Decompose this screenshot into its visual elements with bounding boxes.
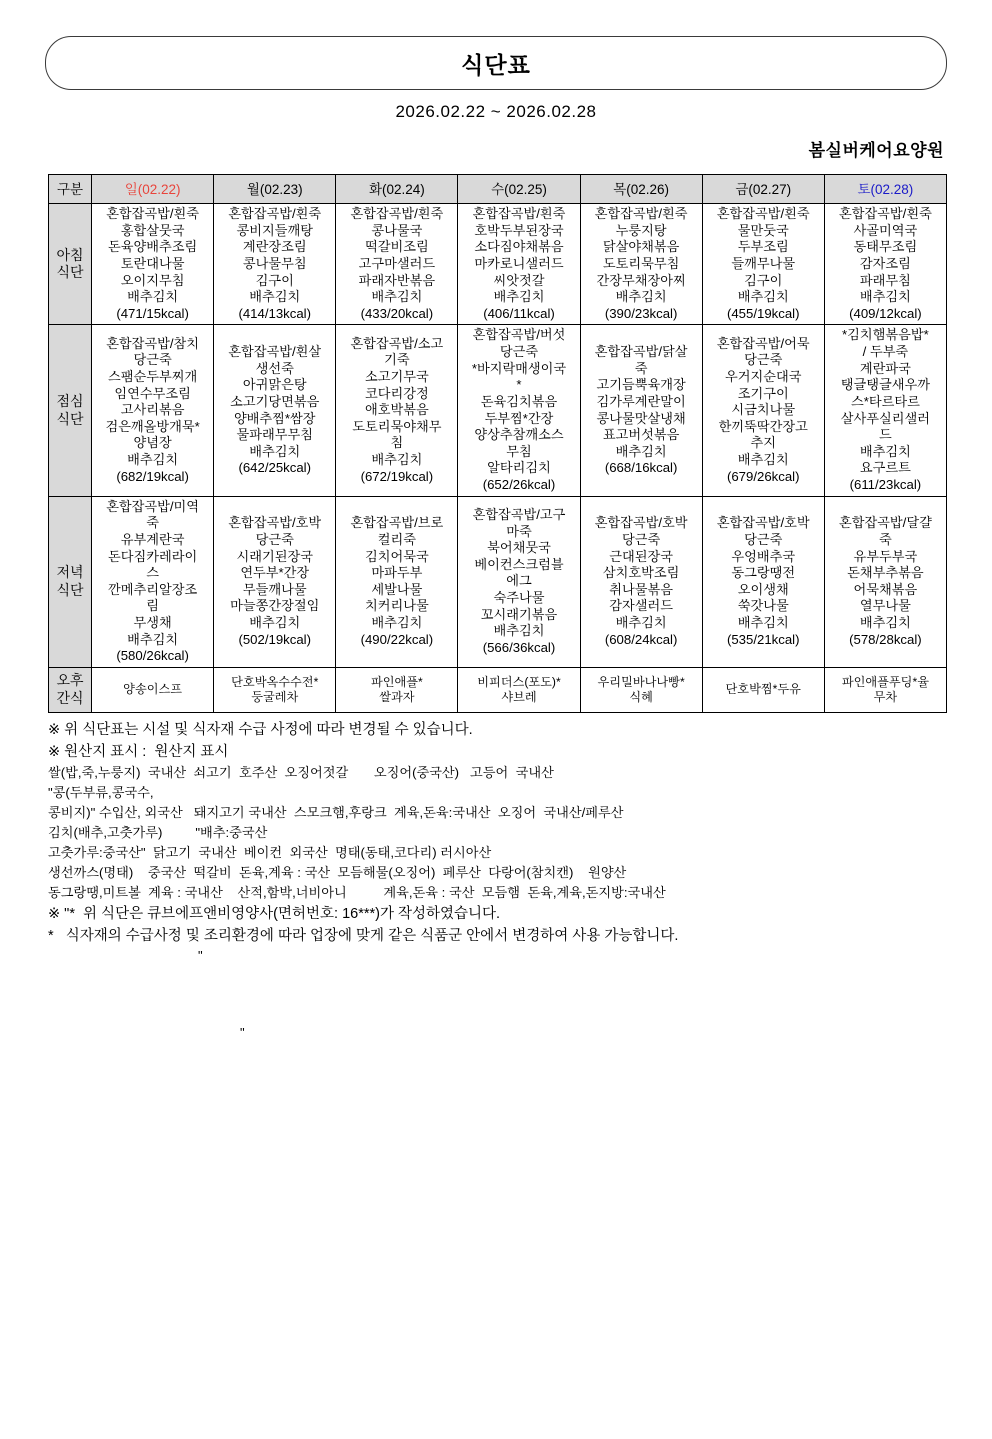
meal-line: 떡갈비조림 xyxy=(365,239,429,255)
footnote-line-4: 콩비지)" 수입산, 외국산 돼지고기 국내산 스모크햄,후랑크 계육,돈육:국내산 오징어 국내산/페루산 xyxy=(48,805,624,821)
meal-line: (390/23kcal) xyxy=(604,305,678,321)
menu-row xyxy=(49,204,947,325)
meal-line: 열무나물 xyxy=(859,598,911,614)
meal-line: (642/25kcal) xyxy=(238,460,312,476)
meal-line: 식단 xyxy=(56,581,84,598)
meal-line: 무생채 xyxy=(133,615,172,630)
meal-cell-1-3 xyxy=(458,325,580,496)
meal-line: (679/26kcal) xyxy=(726,468,800,484)
meal-line: 배추김치 xyxy=(615,443,667,459)
meal-line: 도토리묵무침 xyxy=(602,255,680,271)
meal-line: 우리밀바나나빵* xyxy=(597,674,685,689)
meal-cell-2-2 xyxy=(336,496,458,667)
meal-cell-1-5 xyxy=(702,325,824,496)
meal-line: *바지락매생이국 xyxy=(471,360,567,376)
footnotes xyxy=(48,719,958,1040)
meal-line: 쌀과자 xyxy=(379,689,415,704)
meal-line: (652/26kcal) xyxy=(482,477,556,492)
meal-line: 들깨무나물 xyxy=(731,255,796,271)
meal-line: 둥굴레차 xyxy=(251,689,299,704)
meal-cell-1-1 xyxy=(214,325,336,496)
snack-cell-3-0 xyxy=(92,667,214,712)
meal-line: 코다리강정 xyxy=(365,385,429,401)
meal-line: 알타리김치 xyxy=(487,460,551,476)
meal-line: 씨앗젓갈 xyxy=(493,272,545,288)
meal-line: 림 xyxy=(146,598,159,614)
meal-line: 식단 xyxy=(56,410,84,427)
meal-cell-0-4 xyxy=(580,204,702,325)
meal-line: 배추김치 xyxy=(859,443,911,459)
meal-line: 혼합잡곡밥/고구 xyxy=(472,506,566,522)
meal-line: 배추김치 xyxy=(249,443,301,459)
meal-line: 혼합잡곡밥/브로 xyxy=(350,515,444,531)
meal-line: (611/23kcal) xyxy=(849,477,922,492)
meal-line: 누룽지탕 xyxy=(615,222,667,238)
snack-cell-3-3 xyxy=(458,667,580,712)
meal-line: 살사푸실리샐러 xyxy=(840,410,930,426)
meal-cell-1-4 xyxy=(580,325,702,496)
meal-line: 시금치나물 xyxy=(731,402,796,418)
meal-line: 식혜 xyxy=(629,689,653,704)
meal-line: 마죽 xyxy=(506,523,532,539)
meal-line: 단호박찜*두유 xyxy=(725,682,801,697)
footnote-line-0: ※ 위 식단표는 시설 및 식자재 수급 사정에 따라 변경될 수 있습니다. xyxy=(48,721,473,738)
meal-line: 김치어묵국 xyxy=(365,548,429,564)
meal-line: 오후 xyxy=(56,672,84,689)
meal-line: 무차 xyxy=(873,689,898,704)
meal-line: 생선죽 xyxy=(255,360,294,376)
day-header-5: 금(02.27) xyxy=(702,175,824,204)
meal-line: (490/22kcal) xyxy=(360,631,434,647)
meal-line: 콩나물맛살냉채 xyxy=(596,410,686,426)
meal-line: 시래기된장국 xyxy=(236,548,313,564)
meal-line: 오이지무침 xyxy=(120,272,185,288)
meal-line: 도토리묵야채무 xyxy=(352,418,442,434)
footnote-line-5: 김치(배추,고춧가루) "배추:중국산 xyxy=(48,825,268,841)
title-banner xyxy=(45,36,947,90)
meal-line: 홍합살뭇국 xyxy=(120,222,185,238)
meal-line: 물만둣국 xyxy=(737,222,789,238)
meal-cell-2-0 xyxy=(92,496,214,667)
meal-line: 혼합잡곡밥/흰죽 xyxy=(594,206,688,221)
meal-line: 배추김치 xyxy=(127,631,179,647)
meal-line: (580/26kcal) xyxy=(116,648,189,664)
stray-quote-1: " xyxy=(240,1025,245,1041)
meal-line: (502/19kcal) xyxy=(238,631,312,647)
meal-line: 동그랑땡전 xyxy=(731,565,796,581)
meal-line: 배추김치 xyxy=(371,289,423,305)
meal-line: 당근죽 xyxy=(744,352,783,368)
meal-line: (668/16kcal) xyxy=(604,460,678,476)
meal-line: 쑥갓나물 xyxy=(737,598,789,614)
meal-line: 스팸순두부찌개 xyxy=(108,368,198,384)
meal-line: 배추김치 xyxy=(127,289,179,305)
meal-line: 물파래무무침 xyxy=(236,427,313,443)
meal-line: 배추김치 xyxy=(249,289,301,305)
meal-line: 당근죽 xyxy=(622,531,661,547)
meal-line: 죽 xyxy=(634,360,648,376)
meal-line: 동태무조림 xyxy=(853,239,918,255)
meal-line: 한끼뚝딱간장고 xyxy=(718,418,808,434)
meal-line: 양상추참깨소스 xyxy=(474,427,564,443)
snack-cell-3-2 xyxy=(336,667,458,712)
footnote-line-9: ※ "* 위 식단은 큐브에프앤비영양사(면허번호: 16***)가 작성하였습니다. xyxy=(48,906,501,923)
meal-line: 배추김치 xyxy=(859,615,911,630)
meal-line: (455/19kcal) xyxy=(726,305,800,321)
meal-line: 배추김치 xyxy=(249,615,301,630)
meal-line: 무들깨나물 xyxy=(242,581,307,597)
meal-line: 혼합잡곡밥/어묵 xyxy=(716,335,810,351)
footnote-line-1: ※ 원산지 표시 : 원산지 표시 xyxy=(48,743,229,760)
meal-line: 배추김치 xyxy=(859,289,911,305)
date-range: 2026.02.22 ~ 2026.02.28 xyxy=(395,102,597,121)
meal-line: 혼합잡곡밥/소고 xyxy=(350,335,444,351)
footnote-line-2: 쌀(밥,죽,누룽지) 국내산 쇠고기 호주산 오징어젓갈 오징어(중국산) 고등어 국내산 xyxy=(48,764,554,780)
meal-line: 배추김치 xyxy=(615,289,667,305)
meal-line: 요구르트 xyxy=(859,460,911,476)
day-header-6: 토(02.28) xyxy=(824,175,946,204)
meal-line: 깐메추리알장조 xyxy=(108,581,198,597)
meal-line: (406/11kcal) xyxy=(483,305,555,321)
meal-line: 식단 xyxy=(56,264,84,281)
meal-line: 치커리나물 xyxy=(365,598,429,614)
meal-line: 혼합잡곡밥/흰죽 xyxy=(106,206,200,221)
meal-line: 베이컨스크럼블 xyxy=(474,556,564,572)
meal-line: 단호박옥수수전* xyxy=(231,674,319,689)
menu-table-body xyxy=(49,204,947,713)
row-label-0 xyxy=(49,204,92,325)
meal-line: 고사리볶음 xyxy=(120,402,185,418)
meal-line: 김구이 xyxy=(744,272,783,288)
meal-line: 근대된장국 xyxy=(609,548,673,564)
meal-line: 고구마샐러드 xyxy=(358,255,436,271)
meal-line: 기죽 xyxy=(384,352,410,368)
meal-line: 계란파국 xyxy=(859,360,911,376)
meal-cell-0-0 xyxy=(92,204,214,325)
footnote-line-7: 생선까스(명태) 중국산 떡갈비 돈육,계육 : 국산 모듬해물(오징어) 페루산 다랑어(참치캔) 원양산 xyxy=(48,865,627,881)
meal-line: 아침 xyxy=(56,246,84,263)
snack-cell-3-6 xyxy=(824,667,946,712)
header-row xyxy=(49,175,947,204)
menu-row xyxy=(49,667,947,712)
meal-line: 배추김치 xyxy=(737,615,789,630)
meal-line: 감자조림 xyxy=(859,255,911,271)
meal-cell-0-5 xyxy=(702,204,824,325)
meal-line: 혼합잡곡밥/달걀 xyxy=(838,515,932,531)
meal-line: 혼합잡곡밥/호박 xyxy=(228,515,322,531)
day-header-3: 수(02.25) xyxy=(458,175,580,204)
meal-line: 배추김치 xyxy=(493,623,545,639)
meal-line: 혼합잡곡밥/흰살 xyxy=(228,344,322,359)
meal-line: 소다짐야채볶음 xyxy=(474,239,564,255)
meal-line: 죽 xyxy=(879,531,892,547)
meal-line: 배추김치 xyxy=(737,452,789,468)
meal-line: 감자샐러드 xyxy=(609,598,673,614)
meal-line: 죽 xyxy=(146,515,159,531)
meal-line: 점심 xyxy=(56,392,84,409)
day-header-2: 화(02.24) xyxy=(336,175,458,204)
meal-line: 우엉배추국 xyxy=(731,548,796,564)
meal-line: 배추김치 xyxy=(493,289,545,305)
meal-line: 어묵채볶음 xyxy=(853,581,918,597)
meal-line: 소고기당면볶음 xyxy=(230,393,320,409)
meal-line: 샤브레 xyxy=(501,689,537,704)
meal-line: 돈육양배추조림 xyxy=(108,239,198,255)
meal-line: 추지 xyxy=(750,435,776,451)
facility-name: 봄실버케어요양원 xyxy=(808,141,944,160)
meal-line: 혼합잡곡밥/흰죽 xyxy=(228,206,322,221)
page-title: 식단표 xyxy=(461,51,531,78)
meal-line: 취나물볶음 xyxy=(609,581,673,597)
meal-line: 고기듬뿍육개장 xyxy=(596,377,686,393)
meal-cell-2-6 xyxy=(824,496,946,667)
meal-line: 배추김치 xyxy=(127,452,179,468)
meal-line: 파래자반볶음 xyxy=(358,272,436,288)
meal-line: 파인애플푸딩*율 xyxy=(841,674,929,689)
meal-line: 우거지순대국 xyxy=(725,368,802,384)
meal-line: 북어채뭇국 xyxy=(487,540,551,556)
menu-table-head xyxy=(49,175,947,204)
meal-cell-0-2 xyxy=(336,204,458,325)
meal-line: 당근죽 xyxy=(499,344,539,359)
meal-line: 혼합잡곡밥/참치 xyxy=(106,335,200,351)
meal-line: 양념장 xyxy=(133,435,172,451)
meal-cell-0-3 xyxy=(458,204,580,325)
meal-line: (566/36kcal) xyxy=(482,639,556,655)
meal-line: 스*타르타르 xyxy=(850,393,920,409)
meal-line: 혼합잡곡밥/미역 xyxy=(106,498,200,514)
meal-line: 혼합잡곡밥/흰죽 xyxy=(838,206,932,221)
meal-line: 콩비지들깨탕 xyxy=(236,222,313,238)
meal-line: (409/12kcal) xyxy=(849,305,922,321)
meal-line: 돈육김치볶음 xyxy=(480,393,558,409)
meal-plan-page xyxy=(0,36,992,1439)
meal-line: 당근죽 xyxy=(133,352,172,368)
snack-cell-3-5 xyxy=(702,667,824,712)
meal-line: 혼합잡곡밥/흰죽 xyxy=(472,206,566,221)
meal-line: (578/28kcal) xyxy=(849,631,922,647)
meal-line: 배추김치 xyxy=(737,289,789,305)
meal-cell-2-3 xyxy=(458,496,580,667)
menu-row xyxy=(49,496,947,667)
meal-line: 세발나물 xyxy=(371,581,423,597)
meal-line: 당근죽 xyxy=(744,531,783,547)
meal-line: 마늘쫑간장절임 xyxy=(230,598,320,614)
menu-row xyxy=(49,325,947,496)
menu-table xyxy=(48,174,947,713)
meal-line: 두부찜*간장 xyxy=(484,410,554,426)
meal-line: 사골미역국 xyxy=(853,222,918,238)
meal-line: 닭살야채볶음 xyxy=(602,239,680,255)
meal-line: 배추김치 xyxy=(371,615,423,630)
footnote-line-10: * 식자재의 수급사정 및 조리환경에 따라 업장에 맞게 같은 식품군 안에서 변경하여 사용 가능합니다. xyxy=(48,928,679,945)
meal-line: * xyxy=(516,377,522,393)
footnote-line-3: "콩(두부류,콩국수, xyxy=(48,785,154,800)
meal-line: 숙주나물 xyxy=(493,590,545,606)
meal-line: 돈채부추볶음 xyxy=(847,565,924,581)
meal-line: 돈다짐카레라이 xyxy=(108,548,198,564)
meal-line: (535/21kcal) xyxy=(726,631,800,647)
meal-line: 드 xyxy=(879,427,892,443)
meal-line: 소고기무국 xyxy=(365,368,429,384)
meal-line: (672/19kcal) xyxy=(360,468,434,484)
row-label-2 xyxy=(49,496,92,667)
meal-line: 컬리죽 xyxy=(377,531,416,547)
day-header-0: 일(02.22) xyxy=(92,175,214,204)
meal-line: / 두부죽 xyxy=(862,344,909,359)
meal-line: 검은깨올방개묵* xyxy=(105,418,200,434)
meal-line: 연두부*간장 xyxy=(240,565,310,581)
meal-line: 간장무채장아찌 xyxy=(596,272,686,288)
meal-line: 호박두부된장국 xyxy=(474,222,564,238)
row-label-3 xyxy=(49,667,92,712)
meal-line: *김치햄볶음밥* xyxy=(842,327,929,343)
meal-cell-1-6 xyxy=(824,325,946,496)
meal-line: 꼬시래기볶음 xyxy=(480,606,558,622)
snack-cell-3-4 xyxy=(580,667,702,712)
meal-line: 당근죽 xyxy=(255,531,294,547)
meal-line: 양송이스프 xyxy=(123,682,183,697)
meal-line: 혼합잡곡밥/버섯 xyxy=(472,327,566,343)
meal-line: 혼합잡곡밥/닭살 xyxy=(594,344,688,359)
meal-line: 토란대나물 xyxy=(120,255,185,271)
meal-line: 혼합잡곡밥/흰죽 xyxy=(350,206,444,221)
day-header-1: 월(02.23) xyxy=(214,175,336,204)
meal-line: 아귀맑은탕 xyxy=(242,377,307,393)
meal-cell-0-1 xyxy=(214,204,336,325)
meal-line: 파래무침 xyxy=(859,272,911,288)
corner-label: 구분 xyxy=(49,175,92,204)
meal-line: 배추김치 xyxy=(615,615,667,630)
row-label-1 xyxy=(49,325,92,496)
meal-line: 콩나물국 xyxy=(371,222,423,238)
meal-cell-2-5 xyxy=(702,496,824,667)
meal-line: 무침 xyxy=(506,443,532,459)
meal-cell-2-1 xyxy=(214,496,336,667)
meal-line: (608/24kcal) xyxy=(604,631,678,647)
meal-line: 스 xyxy=(146,565,159,581)
footnote-line-8: 동그랑땡,미트볼 계육 : 국내산 산적,함박,너비아니 계육,돈육 : 국산 모듬햄 돈육,계육,돈지방:국내산 xyxy=(48,885,666,901)
meal-cell-1-0 xyxy=(92,325,214,496)
meal-cell-2-4 xyxy=(580,496,702,667)
meal-line: 마파두부 xyxy=(371,565,423,581)
meal-line: 유부두부국 xyxy=(853,548,918,564)
meal-line: 탱글탱글새우까 xyxy=(840,377,930,393)
meal-line: 조기구이 xyxy=(737,385,789,401)
meal-line: (414/13kcal) xyxy=(238,305,312,321)
meal-line: 파인애플* xyxy=(370,674,423,689)
meal-line: 저녁 xyxy=(56,564,84,581)
meal-line: 김가루계란말이 xyxy=(596,393,686,409)
snack-cell-3-1 xyxy=(214,667,336,712)
meal-line: 오이생채 xyxy=(737,581,789,597)
meal-line: 혼합잡곡밥/호박 xyxy=(594,515,688,531)
meal-line: 마카로니샐러드 xyxy=(474,255,564,271)
meal-cell-1-2 xyxy=(336,325,458,496)
menu-table-wrap xyxy=(48,174,947,713)
meal-line: 간식 xyxy=(56,689,84,706)
stray-quote-0: " xyxy=(198,948,203,964)
meal-line: (433/20kcal) xyxy=(360,305,434,321)
meal-line: 양배추찜*쌈장 xyxy=(233,410,316,426)
meal-line: (471/15kcal) xyxy=(116,305,189,321)
meal-line: 콩나물무침 xyxy=(242,255,307,271)
meal-line: 계란장조림 xyxy=(242,239,307,255)
footnote-line-6: 고춧가루:중국산" 닭고기 국내산 베이컨 외국산 명태(동태,코다리) 러시아산 xyxy=(48,845,492,861)
meal-line: 임연수무조림 xyxy=(114,385,191,401)
meal-line: 에그 xyxy=(506,573,532,589)
meal-line: (682/19kcal) xyxy=(116,468,189,484)
meal-line: 혼합잡곡밥/호박 xyxy=(716,515,810,531)
meal-line: 배추김치 xyxy=(371,452,423,468)
meal-line: 비피더스(포도)* xyxy=(477,674,561,689)
meal-line: 애호박볶음 xyxy=(365,402,429,418)
meal-line: 혼합잡곡밥/흰죽 xyxy=(716,206,810,221)
day-header-4: 목(02.26) xyxy=(580,175,702,204)
meal-line: 침 xyxy=(390,435,404,451)
meal-line: 유부계란국 xyxy=(120,531,185,547)
meal-line: 표고버섯볶음 xyxy=(602,427,680,443)
meal-line: 김구이 xyxy=(255,272,294,288)
meal-line: 삼치호박조림 xyxy=(602,565,680,581)
meal-cell-0-6 xyxy=(824,204,946,325)
meal-line: 두부조림 xyxy=(737,239,789,255)
